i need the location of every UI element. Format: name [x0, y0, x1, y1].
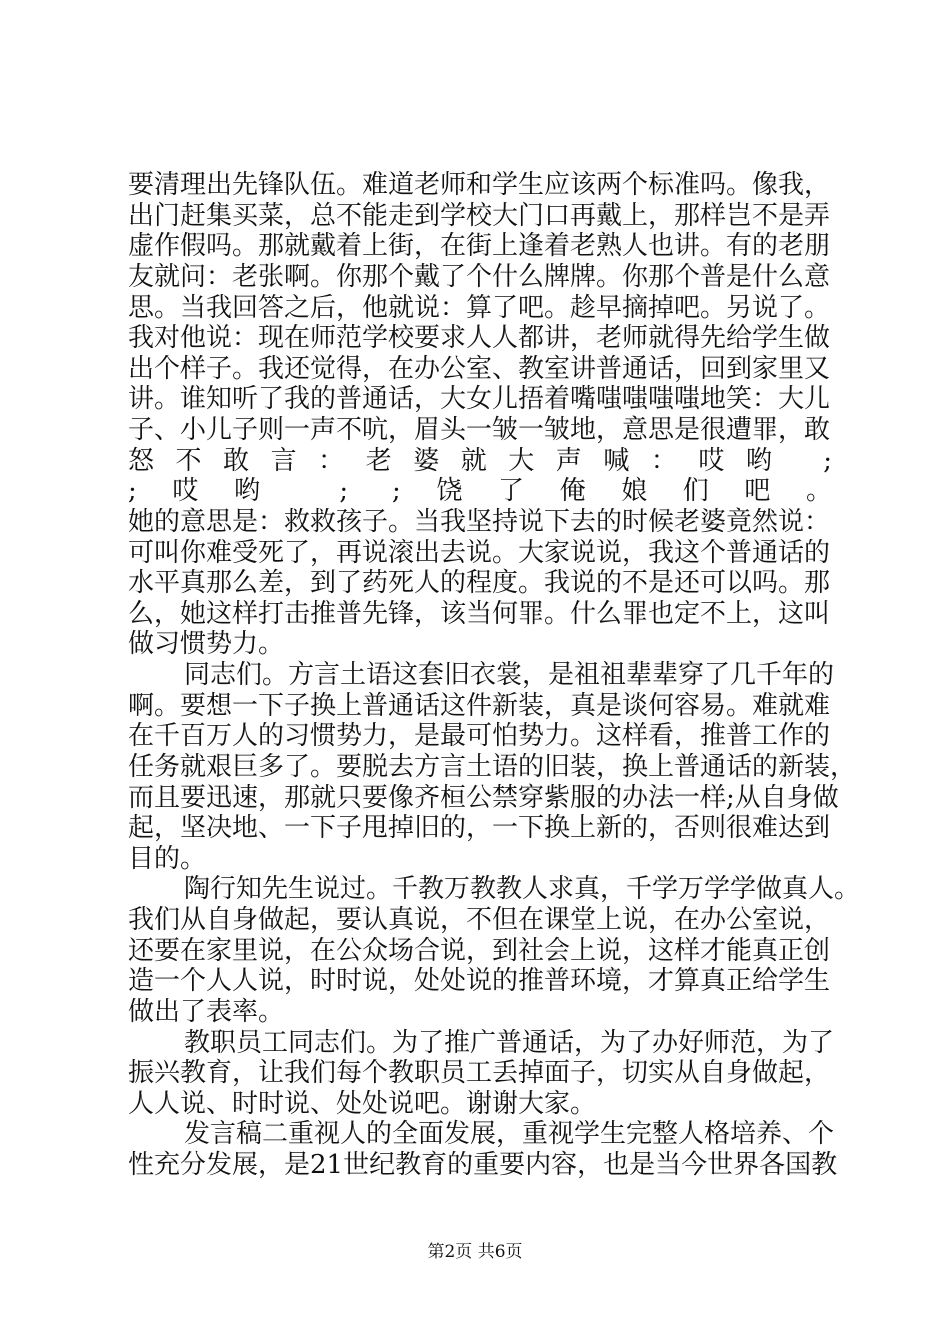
paragraph-start: 发言稿二重视人的全面发展，重视学生完整人格培养、个 [184, 1119, 835, 1149]
text-line: 做习惯势力。 [128, 629, 285, 659]
paragraph-start: 陶行知先生说过。千教万教教人求真，千学万学学做真人。 [184, 874, 861, 904]
text-line: 虚作假吗。那就戴着上街，在街上逢着老熟人也讲。有的老朋 [128, 231, 831, 261]
text-line: 在千百万人的习惯势力，是最可怕势力。这样看，推普工作的 [128, 721, 831, 751]
text-line: 啊。要想一下子换上普通话这件新装，真是谈何容易。难就难 [128, 691, 831, 721]
text-line: 起，坚决地、一下子甩掉旧的，一下换上新的，否则很难达到 [128, 813, 831, 843]
text-line: 还要在家里说，在公众场合说，到社会上说，这样才能真正创 [128, 936, 831, 966]
text-line: 造一个人人说，时时说，处处说的推普环境，才算真正给学生 [128, 966, 831, 996]
text-line: 要清理出先锋队伍。难道老师和学生应该两个标准吗。像我， [128, 170, 831, 200]
page-footer: 第2页 共6页 [427, 1242, 523, 1262]
text-line: 可叫你难受死了，再说滚出去说。大家说说，我这个普通话的 [128, 538, 831, 568]
text-line: ;哎哟 ; ;饶了俺娘们吧。 [128, 476, 832, 506]
paragraph-start: 同志们。方言土语这套旧衣裳，是祖祖辈辈穿了几千年的 [184, 660, 835, 690]
text-line: 出门赶集买菜，总不能走到学校大门口再戴上，那样岂不是弄 [128, 201, 831, 231]
text-line: 目的。 [128, 844, 207, 874]
text-line: 子、小儿子则一声不吭，眉头一皱一皱地，意思是很遭罪，敢 [128, 415, 831, 445]
text-line: 怒不敢言：老婆就大声喊：哎哟 ; [128, 446, 832, 476]
text-line: 做出了表率。 [128, 997, 285, 1027]
text-line: 人人说、时时说、处处说吧。谢谢大家。 [128, 1089, 597, 1119]
text-line: 出个样子。我还觉得，在办公室、教室讲普通话，回到家里又 [128, 354, 831, 384]
text-line: 而且要迅速，那就只要像齐桓公禁穿紫服的办法一样;从自身做 [128, 783, 839, 813]
text-line: 友就问：老张啊。你那个戴了个什么牌牌。你那个普是什么意 [128, 262, 831, 292]
text-line: 她的意思是：救救孩子。当我坚持说下去的时候老婆竟然说： [128, 507, 831, 537]
text-line: 任务就艰巨多了。要脱去方言土语的旧装，换上普通话的新装， [128, 752, 857, 782]
paragraph-start: 教职员工同志们。为了推广普通话，为了办好师范，为了 [184, 1028, 835, 1058]
text-line: 我们从自身做起，要认真说，不但在课堂上说，在办公室说， [128, 905, 831, 935]
text-line: 振兴教育，让我们每个教职员工丢掉面子，切实从自身做起， [128, 1058, 831, 1088]
text-line: 我对他说：现在师范学校要求人人都讲，老师就得先给学生做 [128, 323, 831, 353]
text-line: 么，她这样打击推普先锋，该当何罪。什么罪也定不上，这叫 [128, 599, 831, 629]
text-line: 性充分发展，是21世纪教育的重要内容，也是当今世界各国教 [128, 1150, 838, 1180]
text-line: 思。当我回答之后，他就说：算了吧。趁早摘掉吧。另说了。 [128, 293, 831, 323]
text-line: 讲。谁知听了我的普通话，大女儿捂着嘴嗤嗤嗤嗤地笑：大儿 [128, 384, 831, 414]
text-line: 水平真那么差，到了药死人的程度。我说的不是还可以吗。那 [128, 568, 831, 598]
